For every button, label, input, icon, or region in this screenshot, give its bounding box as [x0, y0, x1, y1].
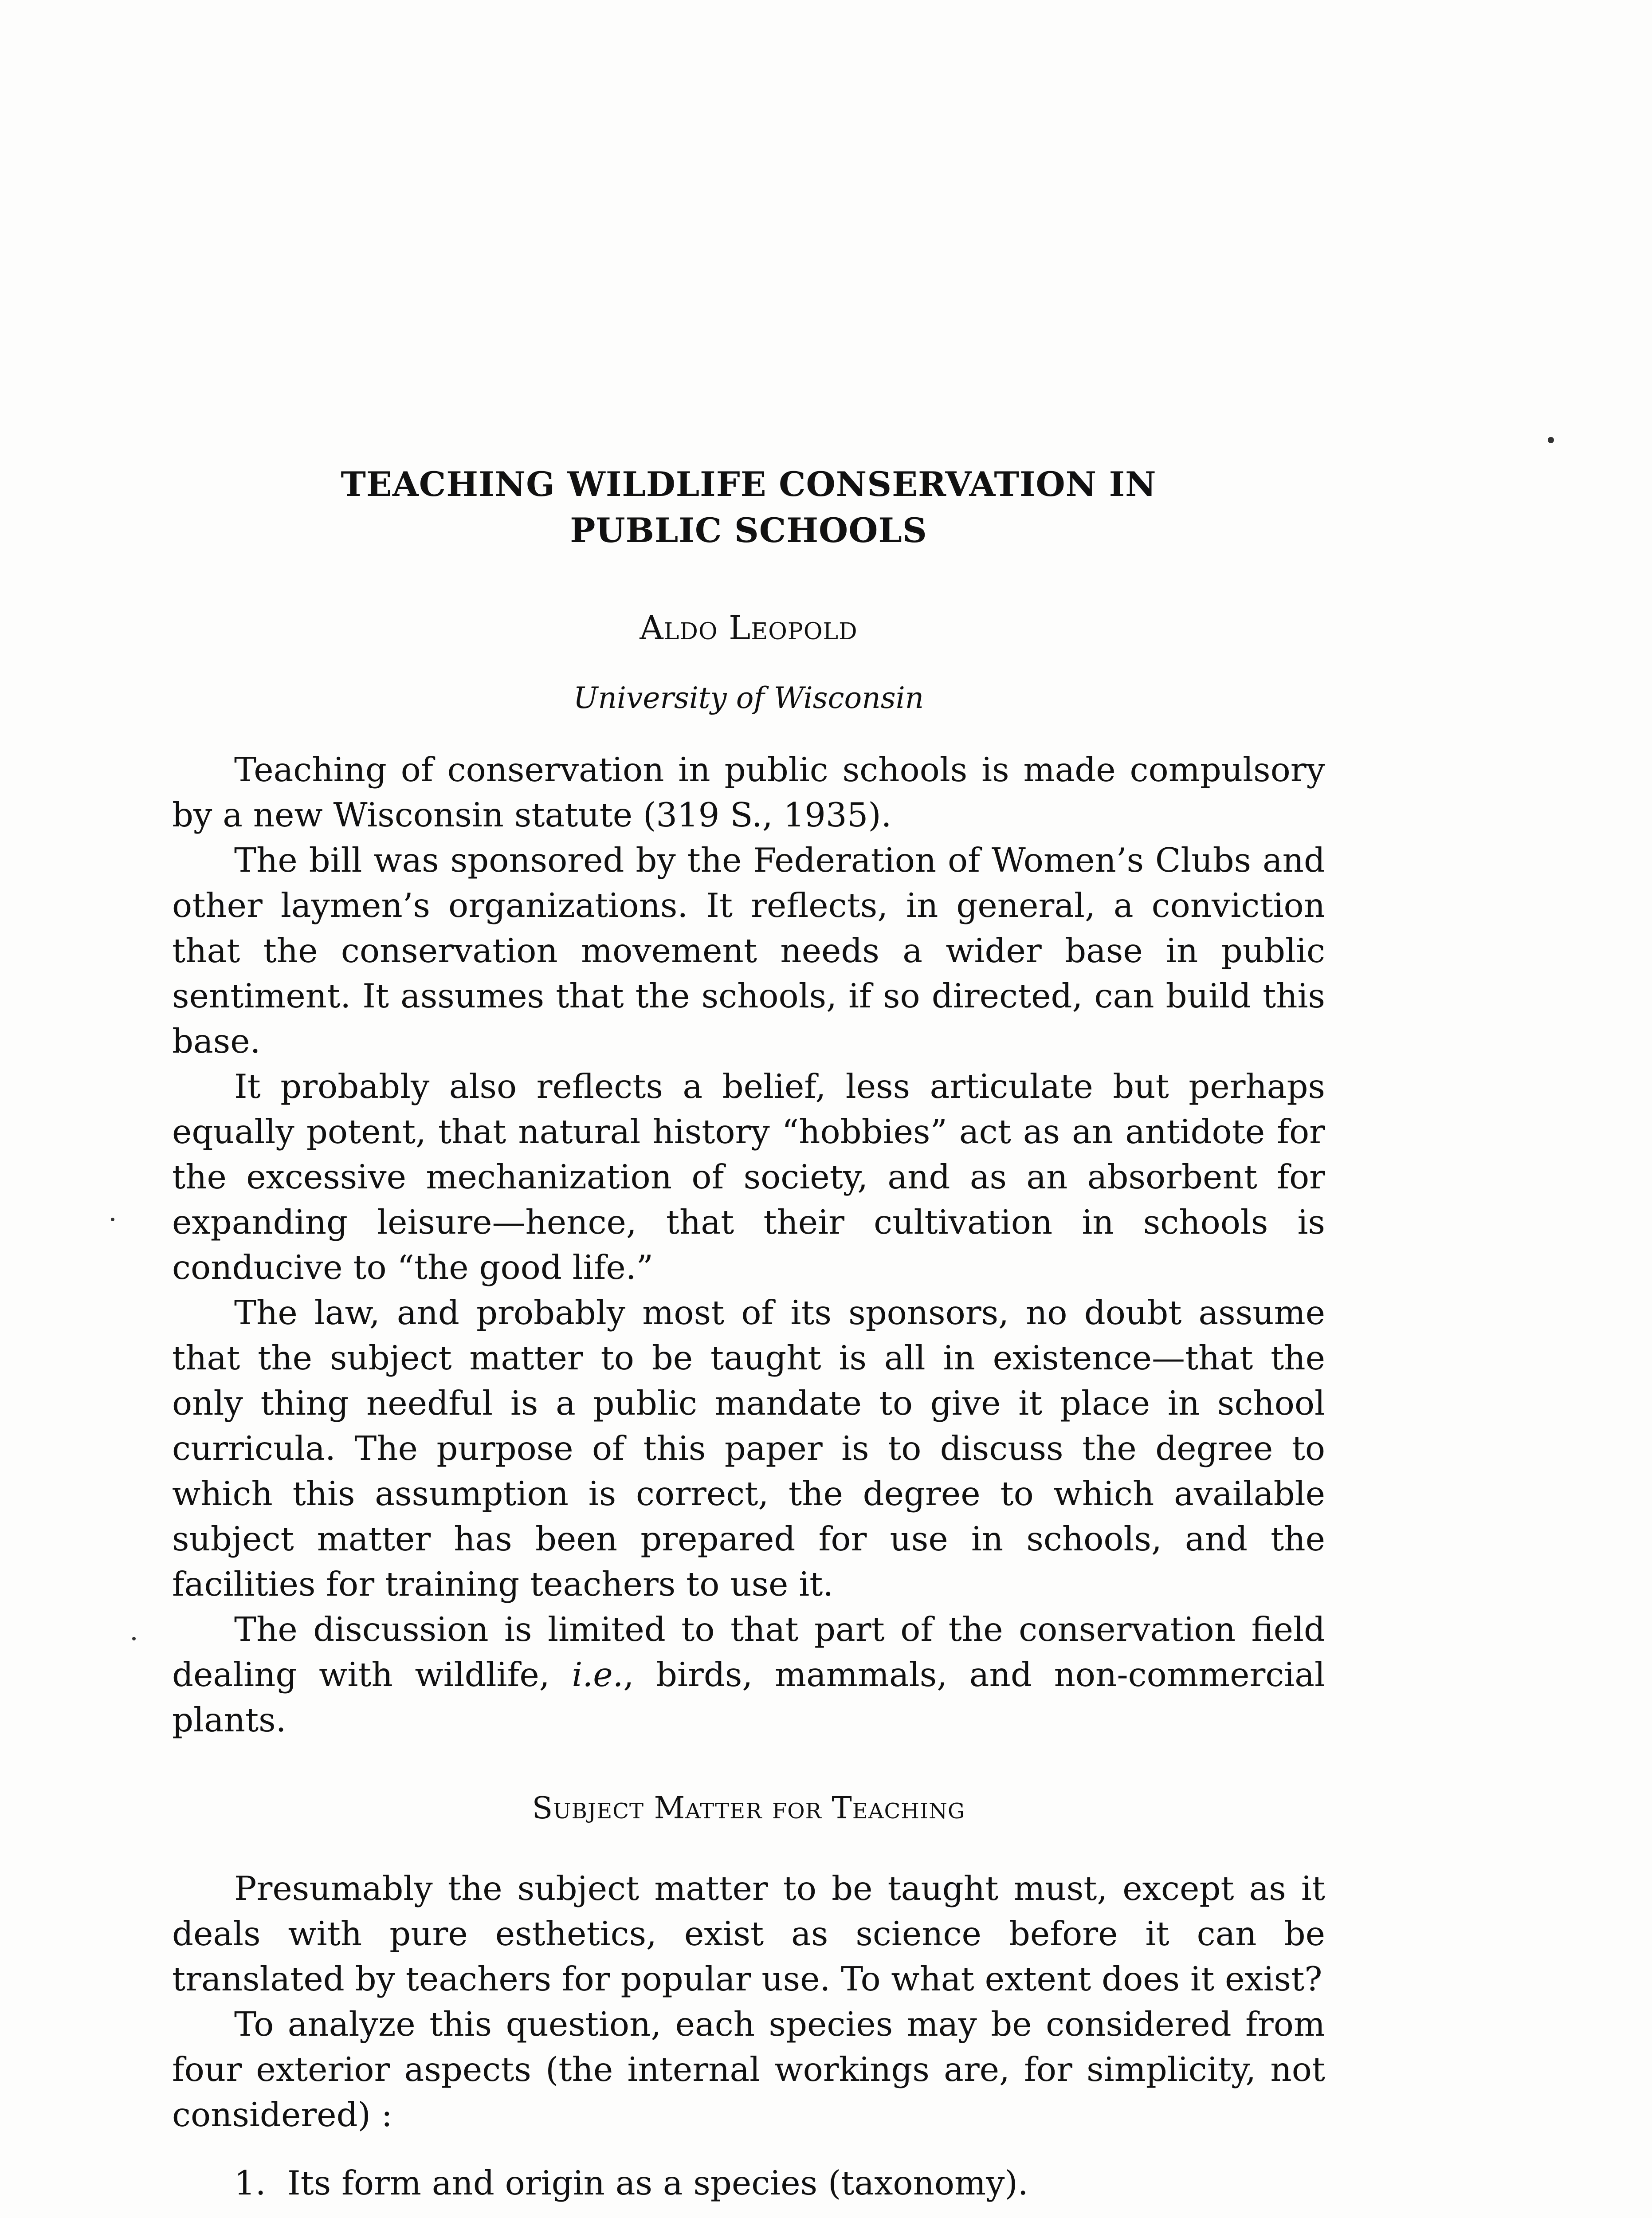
body-paragraph: Teaching of conservation in public schools is made compulsory by a new Wisconsin statute (319 S., 1935).: [172, 750, 1325, 834]
paragraph-text: The discussion is limited to that part of the conservation field dealing with wildlife,: [172, 1610, 1325, 1694]
body-paragraph: The law, and probably most of its sponsors, no doubt assume that the subject matter to be taught is all in existence—that the only thing needful is a public mandate to give it place in school curricula. The purpose of this paper is to discuss the degree to which this assumption is correct, the degree to which available subject matter has been prepared for use in schools, and the facilities for training teachers to use it.: [172, 1293, 1325, 1604]
article-title-line-1: TEACHING WILDLIFE CONSERVATION IN: [341, 464, 1157, 504]
author-affiliation: University of Wisconsin: [573, 681, 924, 715]
text-column: [172, 461, 1325, 2206]
article-title-line-2: PUBLIC SCHOOLS: [570, 511, 927, 550]
body-paragraph: To analyze this question, each species may be considered from four exterior aspects (the internal workings are, for simplicity, not considered) :: [172, 2005, 1325, 2134]
scan-speck: [132, 1637, 136, 1640]
body-paragraph: Presumably the subject matter to be taught must, except as it deals with pure esthetics, exist as science before it can be translated by teachers for popular use. To what extent does it exist?: [172, 1869, 1325, 1998]
scan-speck: [1548, 437, 1554, 443]
article-title: [172, 461, 1325, 554]
article-body: [172, 747, 1325, 2206]
list-text: Its form and origin as a species (taxonomy).: [287, 2163, 1028, 2202]
author-name: Aldo Leopold: [640, 609, 858, 647]
section-heading: Subject Matter for Teaching: [532, 1791, 965, 1826]
body-paragraph: The bill was sponsored by the Federation of Women’s Clubs and other laymen’s organizations. It reflects, in general, a conviction that the conservation movement needs a wider base in public sentiment. It assumes that the schools, if so directed, can build this base.: [172, 841, 1325, 1061]
body-paragraph: It probably also reflects a belief, less articulate but perhaps equally potent, that natural history “hobbies” act as an antidote for the excessive mechanization of society, and as an absorbent for expanding leisure—hence, that their cultivation in schools is conducive to “the good life.”: [172, 1067, 1325, 1287]
scan-speck: [111, 1218, 114, 1221]
list-number: 1.: [234, 2163, 266, 2202]
numbered-list-item: [172, 2160, 1325, 2206]
paragraph-text: , birds, mammals, and non-commercial plants.: [172, 1655, 1325, 1739]
italic-abbreviation: i.e.: [572, 1655, 624, 1694]
body-paragraph: [172, 1607, 1325, 1742]
